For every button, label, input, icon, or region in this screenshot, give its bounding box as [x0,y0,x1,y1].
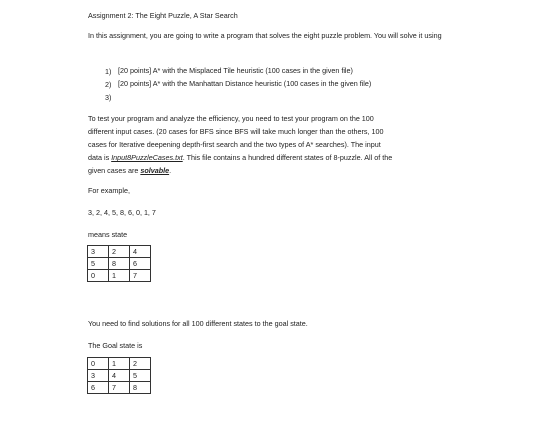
grid-cell: 5 [130,370,151,382]
paragraph-line: cases for Iterative deepening depth-first search and the two types of A* searches). The input [88,140,381,149]
grid-cell: 8 [130,382,151,394]
text-run: data is [88,153,112,162]
grid-cell: 6 [130,258,151,270]
grid-row [88,358,151,370]
grid-row [88,246,151,258]
example-state-grid [87,245,151,282]
paragraph-line: To test your program and analyze the efficiency, you need to test your program on the 100 [88,114,374,123]
grid-cell: 4 [130,246,151,258]
list-item: [20 points] A* with the Manhattan Distance heuristic (100 cases in the given file) [118,79,372,88]
grid-cell: 7 [130,270,151,282]
list-item: [20 points] A* with the Misplaced Tile heuristic (100 cases in the given file) [118,66,353,75]
grid-cell: 3 [88,370,109,382]
text-run: . This file contains a hundred different states of 8-puzzle. All of the [182,153,393,162]
goal-state-label: The Goal state is [88,341,143,350]
grid-cell: 6 [88,382,109,394]
text-run: given cases are [88,166,141,175]
solvable-emphasis: solvable [140,166,170,175]
grid-cell: 3 [88,246,109,258]
grid-row [88,258,151,270]
grid-cell: 1 [109,358,130,370]
text-run: . [169,166,172,175]
intro-paragraph: In this assignment, you are going to write a program that solves the eight puzzle problem. You will solve it using [88,31,442,40]
grid-cell: 0 [88,270,109,282]
grid-cell: 2 [109,246,130,258]
grid-cell: 4 [109,370,130,382]
list-item-number: 2) [105,80,112,89]
for-example-label: For example, [88,186,130,195]
input-file-link[interactable]: Input8PuzzleCases.txt [111,153,183,162]
find-solutions-text: You need to find solutions for all 100 different states to the goal state. [88,319,308,328]
grid-cell: 8 [109,258,130,270]
grid-row [88,382,151,394]
list-item-number: 1) [105,67,112,76]
paragraph-line: different input cases. (20 cases for BFS since BFS will take much longer than the others, 100 [88,127,384,136]
grid-cell: 2 [130,358,151,370]
grid-cell: 0 [88,358,109,370]
grid-row [88,270,151,282]
list-item-number: 3) [105,93,112,102]
grid-cell: 1 [109,270,130,282]
grid-cell: 7 [109,382,130,394]
grid-row [88,370,151,382]
goal-state-grid [87,357,151,394]
paragraph-line [88,152,392,164]
assignment-title: Assignment 2: The Eight Puzzle, A Star Search [88,11,238,20]
example-sequence: 3, 2, 4, 5, 8, 6, 0, 1, 7 [88,208,156,217]
grid-cell: 5 [88,258,109,270]
paragraph-line [88,165,171,177]
means-state-label: means state [88,230,128,239]
